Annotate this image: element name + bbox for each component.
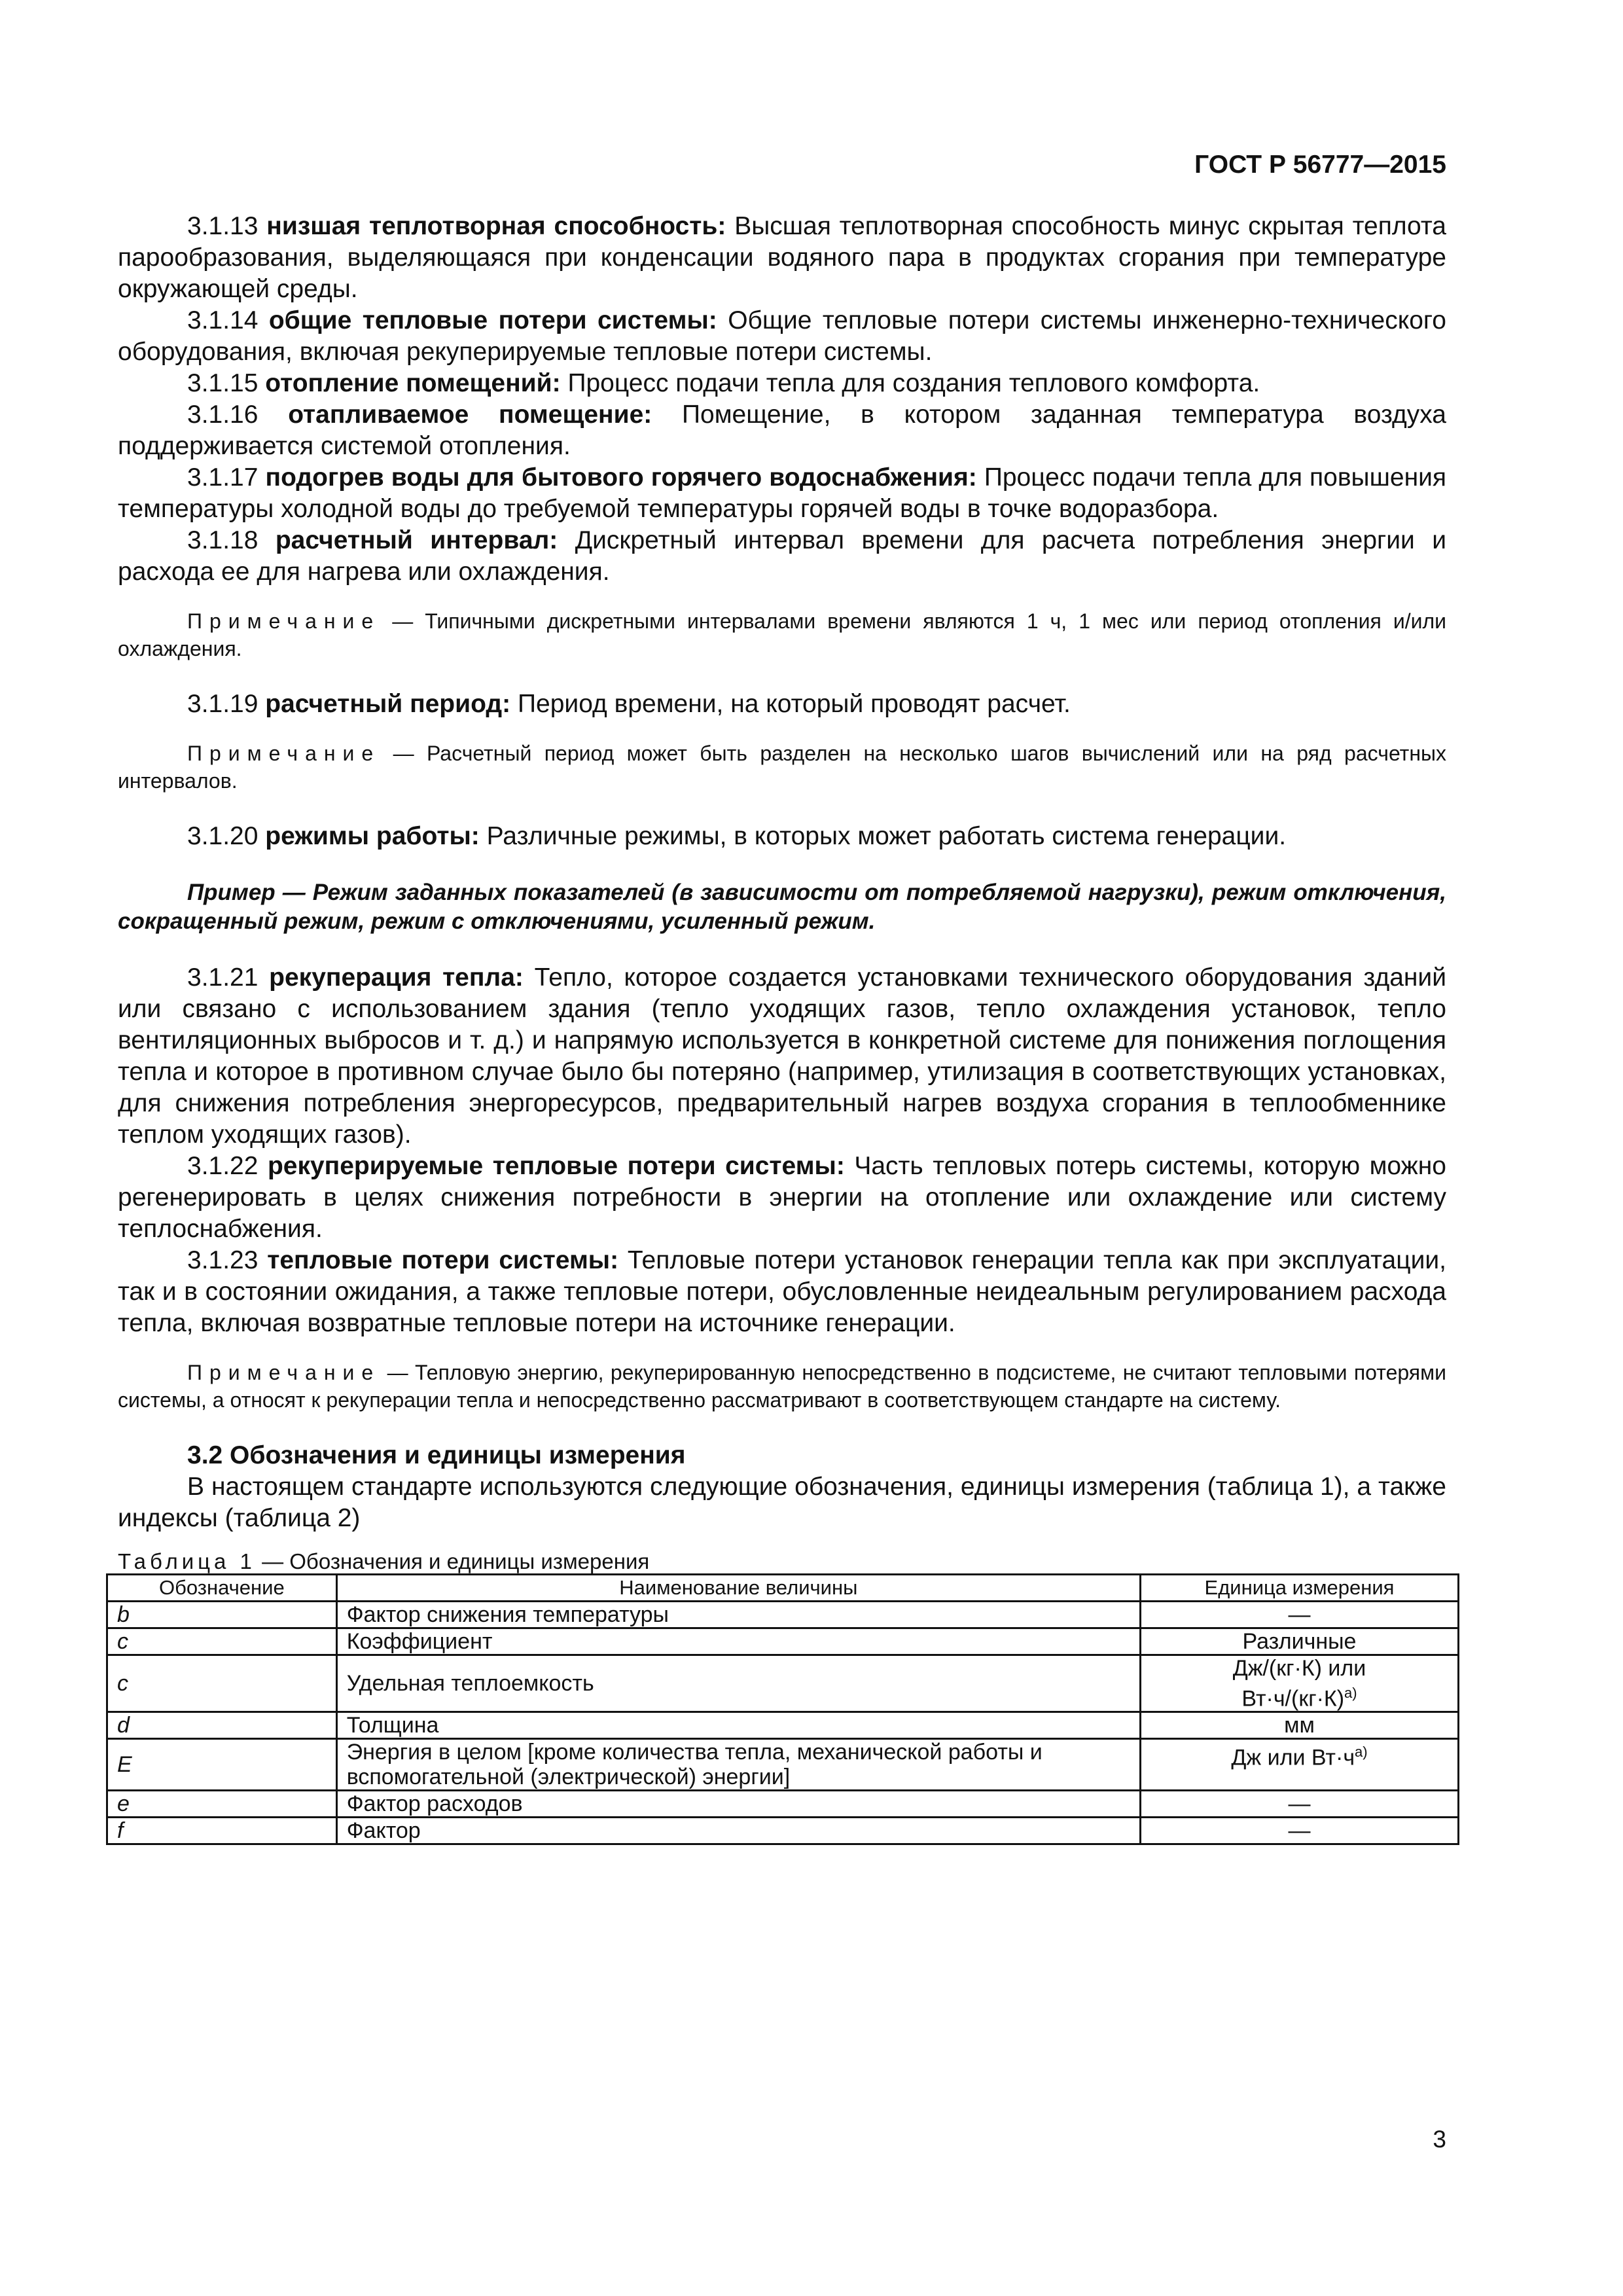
table-cell-name: Энергия в целом [кроме количества тепла, механической работы и вспомогательной (электрической) энергии]	[336, 1739, 1140, 1791]
note-2: Примечание — Расчетный период может быть разделен на несколько шагов вычислений или на ряд расчетных интервалов.	[118, 742, 1447, 793]
table-cell-symbol: d	[107, 1712, 337, 1739]
table-cell-name: Фактор расходов	[336, 1791, 1140, 1818]
term-3-1-22: 3.1.22 рекуперируемые тепловые потери системы: Часть тепловых потерь системы, которую можно регенерировать в целях снижения потребности в энергии на отопление или охлаждение или систему теплоснабжения.	[118, 1152, 1446, 1243]
example-text: Пример — Режим заданных показателей (в зависимости от потребляемой нагрузки), режим отключения, сокращенный режим, режим с отключениями, усиленный режим.	[118, 880, 1446, 934]
term-3-1-13: 3.1.13 низшая теплотворная способность: Высшая теплотворная способность минус скрытая теплота парообразования, выделяющаяся при конденсации водяного пара в продуктах сгорания при температуре окружающей среды.	[118, 212, 1447, 303]
note-3: Примечание — Тепловую энергию, рекуперированную непосредственно в подсистеме, не считают тепловыми потерями системы, а относят к рекуперации тепла и непосредственно рассматривают в соответствующем стандарте на систему.	[118, 1361, 1447, 1412]
table-cell-unit: мм	[1141, 1712, 1459, 1739]
table-row	[107, 1739, 1459, 1791]
table-row	[107, 1655, 1459, 1712]
table-cell-name: Фактор	[336, 1818, 1140, 1844]
table-cell-unit: Дж/(кг·К) или $Вт\cdot ч/(кг\cdot К)^{а)}$	[1141, 1655, 1459, 1712]
note-1: Примечание — Типичными дискретными интервалами времени являются 1 ч, 1 мес или период отопления и/или охлаждения.	[118, 609, 1447, 660]
term-3-1-20: 3.1.20 режимы работы: Различные режимы, в которых может работать система генерации.	[187, 822, 1287, 850]
table-row	[107, 1712, 1459, 1739]
table-row	[107, 1602, 1459, 1628]
table-cell-symbol: E	[107, 1739, 337, 1791]
table-cell-symbol: c	[107, 1655, 337, 1712]
section-intro: В настоящем стандарте используются следующие обозначения, единицы измерения (таблица 1), а также индексы (таблица 2)	[118, 1473, 1446, 1532]
document-header: ГОСТ Р 56777—2015	[1194, 151, 1446, 179]
table-header-symbol: Обозначение	[107, 1575, 337, 1602]
table-cell-symbol: b	[107, 1602, 337, 1628]
term-3-1-18: 3.1.18 расчетный интервал: Дискретный интервал времени для расчета потребления энергии и расхода ее для нагрева или охлаждения.	[118, 526, 1447, 586]
table-cell-symbol: e	[107, 1791, 337, 1818]
table-row	[107, 1628, 1459, 1655]
table-header-name: Наименование величины	[336, 1575, 1140, 1602]
page-number: 3	[1433, 2126, 1446, 2153]
table-row	[107, 1791, 1459, 1818]
term-3-1-23: 3.1.23 тепловые потери системы: Тепловые потери установок генерации тепла как при эксплуатации, так и в состоянии ожидания, а также тепловые потери, обусловленные неидеальным регулированием расхода тепла, включая возвратные тепловые потери на источнике генерации.	[118, 1246, 1446, 1337]
table-header-unit: Единица измерения	[1141, 1575, 1459, 1602]
term-3-1-17: 3.1.17 подогрев воды для бытового горячего водоснабжения: Процесс подачи тепла для повышения температуры холодной воды до требуемой температуры горячей воды в точке водоразбора.	[118, 463, 1447, 523]
table-cell-name: Фактор снижения температуры	[336, 1602, 1140, 1628]
table-cell-unit: —	[1141, 1602, 1459, 1628]
term-3-1-21: 3.1.21 рекуперация тепла: Тепло, которое создается установками технического оборудования зданий или связано с использованием здания (тепло уходящих газов, тепло охлаждения установок, тепло вентиляционных выбросов и т. д.) и напрямую используется в конкретной системе для понижения поглощения тепла и которое в противном случае было бы потеряно (например, утилизация в соответствующих установках, для снижения потребления энергоресурсов, предварительный нагрев воздуха сгорания в теплообменнике теплом уходящих газов).	[118, 963, 1447, 1149]
table-caption: Таблица 1 — Обозначения и единицы измерения	[118, 1549, 650, 1573]
table-cell-unit: Дж или $Вт\cdot ч^{а)}$	[1141, 1739, 1459, 1791]
term-3-1-19: 3.1.19 расчетный период: Период времени, на который проводят расчет.	[187, 690, 1071, 718]
term-3-1-16: 3.1.16 отапливаемое помещение: Помещение, в котором заданная температура воздуха поддерживается системой отопления.	[118, 401, 1446, 460]
symbols-table	[106, 1573, 1459, 1845]
document-content	[118, 211, 1446, 1845]
term-3-1-15: 3.1.15 отопление помещений: Процесс подачи тепла для создания теплового комфорта.	[187, 369, 1260, 397]
table-cell-symbol: c	[107, 1628, 337, 1655]
table-cell-name: Удельная теплоемкость	[336, 1655, 1140, 1712]
table-cell-unit: —	[1141, 1791, 1459, 1818]
table-row	[107, 1818, 1459, 1844]
table-cell-name: Толщина	[336, 1712, 1140, 1739]
table-cell-unit: —	[1141, 1818, 1459, 1844]
table-cell-symbol: f	[107, 1818, 337, 1844]
term-3-1-14: 3.1.14 общие тепловые потери системы: Общие тепловые потери системы инженерно-технического оборудования, включая рекуперируемые тепловые потери системы.	[118, 306, 1446, 366]
table-cell-name: Коэффициент	[336, 1628, 1140, 1655]
section-title: 3.2 Обозначения и единицы измерения	[187, 1441, 686, 1469]
table-header-row	[107, 1575, 1459, 1602]
table-cell-unit: Различные	[1141, 1628, 1459, 1655]
